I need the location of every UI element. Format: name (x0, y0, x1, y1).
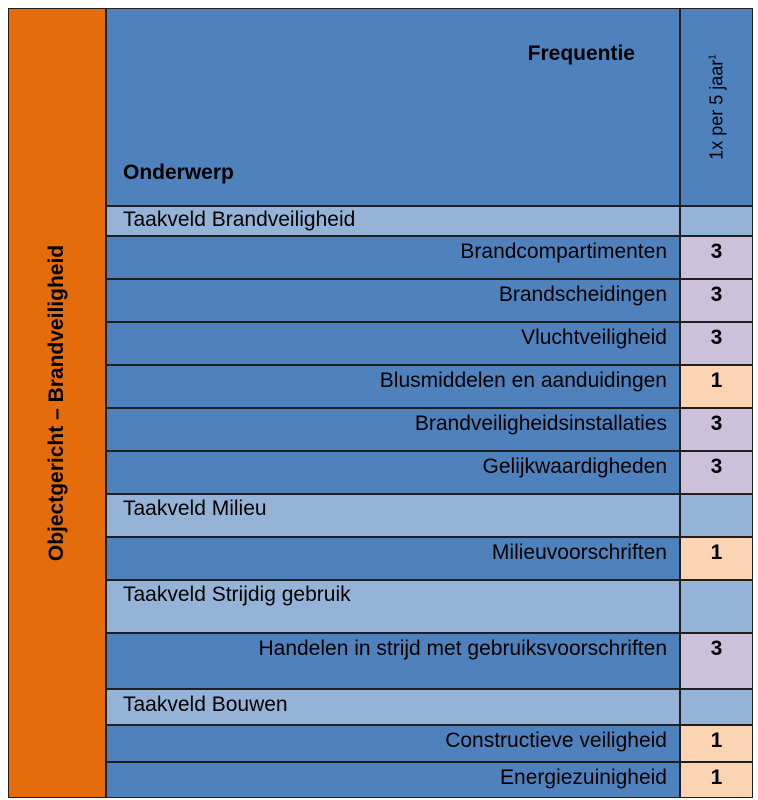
row-value: 1 (710, 766, 723, 789)
header-subject-cell (106, 8, 680, 206)
section-row-milieu (106, 494, 680, 537)
row-value: 3 (710, 240, 723, 263)
column-footnote: 1 (707, 54, 718, 60)
table-row (106, 451, 680, 494)
section-label: Taakveld Bouwen (123, 693, 288, 716)
table-row (106, 725, 680, 762)
row-value-cell (680, 537, 753, 580)
row-value: 3 (710, 283, 723, 306)
table-row (106, 236, 680, 279)
row-value: 3 (710, 455, 723, 478)
column-label-text: 1x per 5 jaar (706, 59, 726, 160)
row-label: Vluchtveiligheid (521, 326, 667, 349)
section-row-bouwen (106, 689, 680, 725)
table-row (106, 279, 680, 322)
section-label: Taakveld Strijdig gebruik (123, 583, 351, 606)
side-category-label: Objectgericht – Brandveiligheid (45, 244, 68, 562)
header-frequentie: Frequentie (527, 42, 635, 65)
header-onderwerp: Onderwerp (123, 161, 234, 184)
table-row (106, 633, 680, 689)
row-value-cell (680, 322, 753, 365)
table-row (106, 365, 680, 408)
section-row-brandveiligheid (106, 206, 680, 236)
row-label: Blusmiddelen en aanduidingen (379, 369, 667, 392)
row-value-cell (680, 451, 753, 494)
row-value: 1 (710, 541, 723, 564)
row-value-cell (680, 279, 753, 322)
section-value-cell (680, 580, 753, 633)
table-row (106, 322, 680, 365)
section-value-cell (680, 494, 753, 537)
row-label: Brandcompartimenten (460, 240, 667, 263)
row-value: 1 (710, 729, 723, 752)
section-value-cell (680, 206, 753, 236)
side-category-cell (8, 8, 106, 798)
row-value-cell (680, 365, 753, 408)
row-value: 3 (710, 412, 723, 435)
row-value-cell (680, 633, 753, 689)
row-label: Constructieve veiligheid (445, 729, 667, 752)
row-value: 3 (710, 326, 723, 349)
row-value: 3 (710, 637, 723, 660)
row-label: Gelijkwaardigheden (482, 455, 667, 478)
row-value-cell (680, 762, 753, 798)
row-label: Handelen in strijd met gebruiksvoorschriften (258, 637, 667, 660)
header-frequency-column (680, 8, 753, 206)
section-value-cell (680, 689, 753, 725)
section-row-strijdig-gebruik (106, 580, 680, 633)
row-label: Energiezuinigheid (500, 766, 667, 789)
row-value-cell (680, 725, 753, 762)
row-value: 1 (710, 369, 723, 392)
row-label: Milieuvoorschriften (491, 541, 667, 564)
section-label: Taakveld Brandveiligheid (123, 208, 356, 231)
frequency-table (8, 8, 753, 798)
row-value-cell (680, 408, 753, 451)
row-value-cell (680, 236, 753, 279)
table-row (106, 762, 680, 798)
row-label: Brandveiligheidsinstallaties (414, 412, 667, 435)
table-row (106, 408, 680, 451)
column-label (706, 54, 727, 160)
table-row (106, 537, 680, 580)
section-label: Taakveld Milieu (123, 497, 267, 520)
row-label: Brandscheidingen (498, 283, 667, 306)
